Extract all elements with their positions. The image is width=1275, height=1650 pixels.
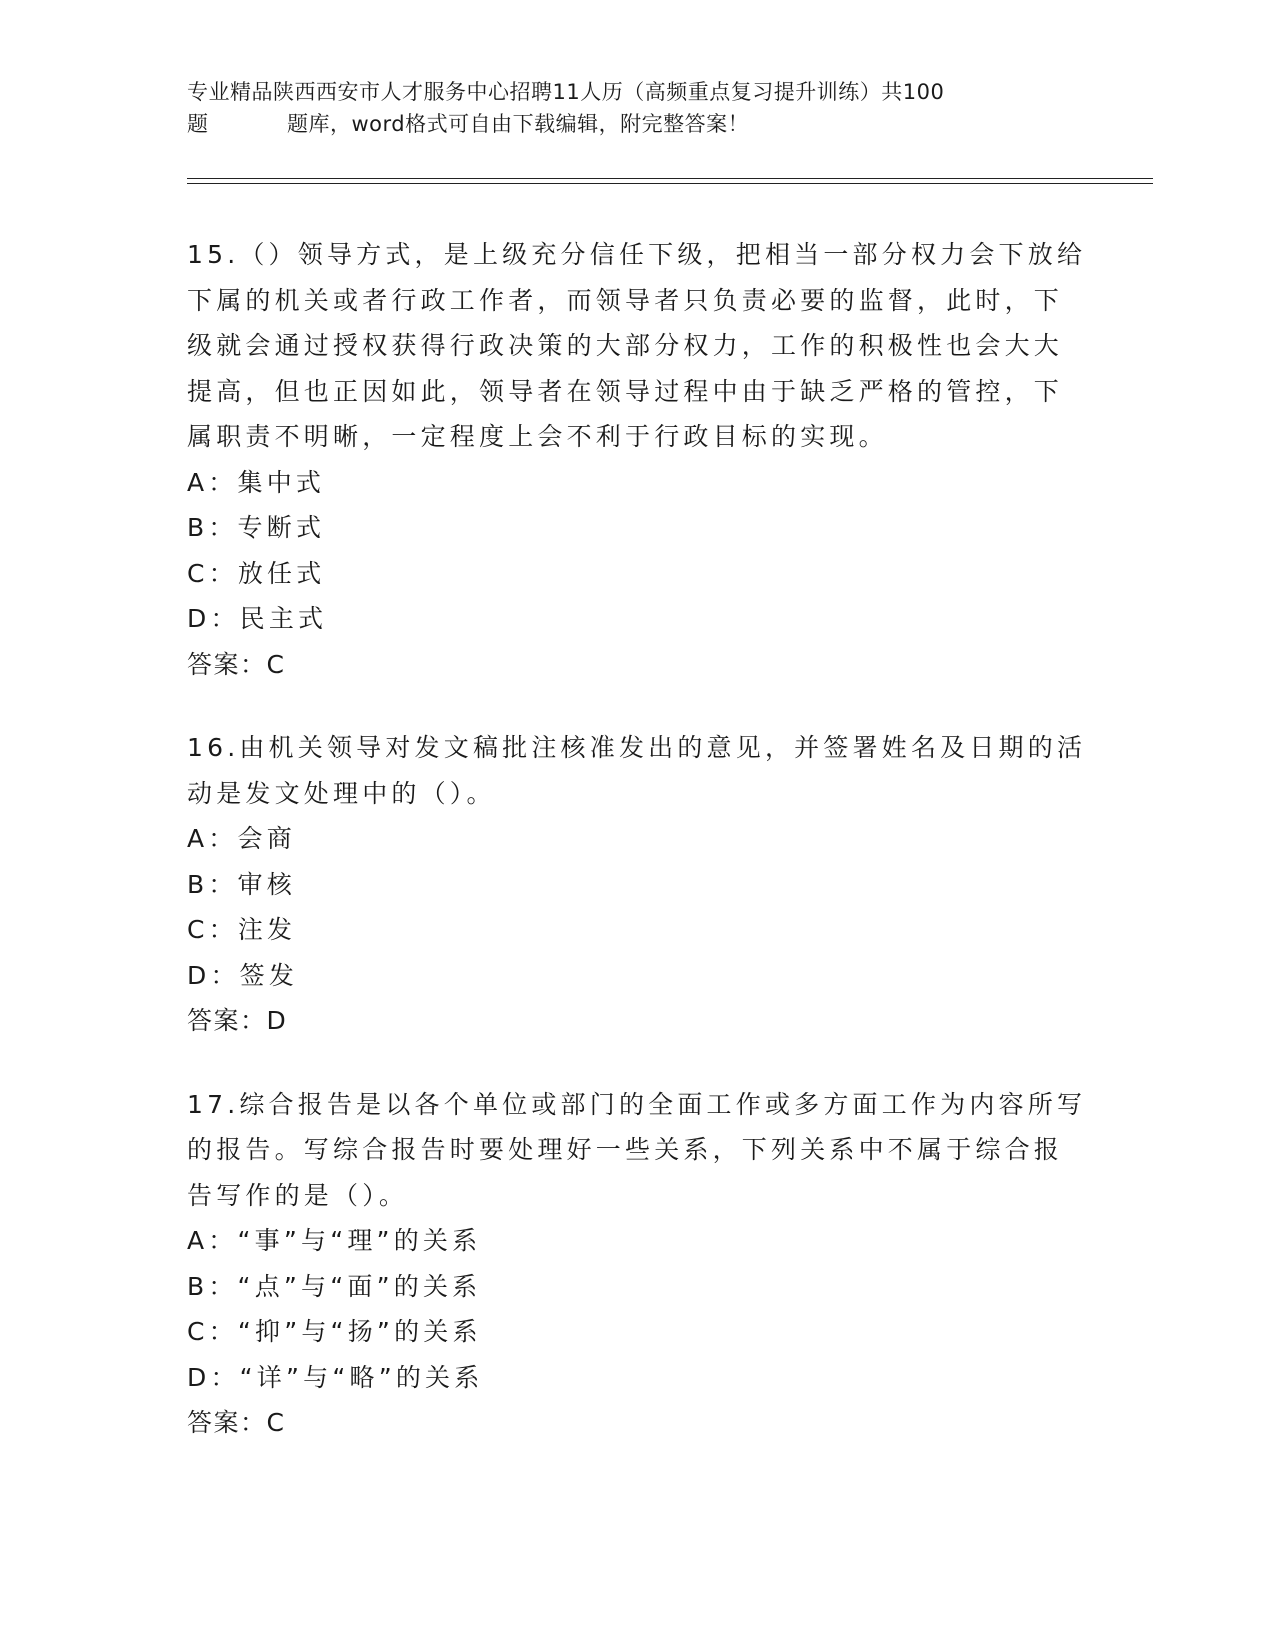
header-title-line-2-rest: 题库，word格式可自由下载编辑，附完整答案！ (287, 112, 750, 136)
question-stem: 17.综合报告是以各个单位或部门的全面工作或多方面工作为内容所写的报告。写综合报告时要处理好一些关系，下列关系中不属于综合报告写作的是（）。 (187, 1089, 1087, 1210)
option-d: D：“详”与“略”的关系 (187, 1362, 484, 1392)
option-a: A：会商 (187, 824, 296, 853)
answer: 答案：C (187, 1408, 286, 1437)
page-header (187, 76, 1087, 140)
option-c: C：“抑”与“扬”的关系 (187, 1317, 482, 1346)
header-divider-top (187, 178, 1153, 179)
option-c: C：注发 (187, 915, 297, 944)
header-title-line-1: 专业精品陕西西安市人才服务中心招聘11人历（高频重点复习提升训练）共100 (187, 80, 945, 104)
option-b: B：审核 (187, 869, 296, 899)
option-d: D：签发 (187, 960, 299, 990)
question-list (187, 232, 1087, 1484)
option-b: B：“点”与“面”的关系 (187, 1271, 482, 1301)
option-a: A：“事”与“理”的关系 (187, 1226, 482, 1255)
question-15 (187, 232, 1087, 687)
header-divider-bottom (187, 183, 1153, 184)
option-d: D：民主式 (187, 604, 328, 633)
header-title-line-2-lead: 题 (187, 112, 209, 136)
answer: 答案：C (187, 649, 286, 679)
question-stem: 16.由机关领导对发文稿批注核准发出的意见，并签署姓名及日期的活动是发文处理中的（）。 (187, 733, 1087, 808)
option-c: C：放任式 (187, 558, 326, 588)
answer: 答案：D (187, 1006, 288, 1035)
question-16 (187, 725, 1087, 1044)
option-b: B：专断式 (187, 513, 326, 542)
question-17 (187, 1082, 1087, 1446)
question-stem: 15.（）领导方式，是上级充分信任下级，把相当一部分权力会下放给下属的机关或者行政工作者，而领导者只负责必要的监督，此时，下级就会通过授权获得行政决策的大部分权力，工作的积极性也会大大提高，但也正因如此，领导者在领导过程中由于缺乏严格的管控，下属职责不明晰，一定程度上会不利于行政目标的实现。 (187, 240, 1087, 451)
header-title-line-2 (187, 108, 1087, 140)
option-a: A：集中式 (187, 467, 326, 497)
